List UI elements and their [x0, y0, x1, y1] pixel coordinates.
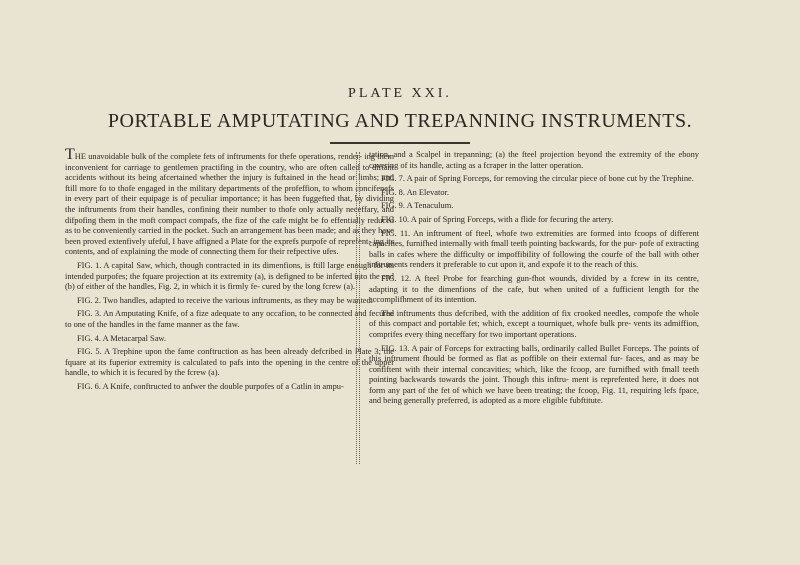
fig-5-paragraph: FIG. 5. A Trephine upon the fame conftruction as has been already defcribed in Plate 3; the fquare at its fuperior extremity is calculated to pafs into the opening in the centre of the upper handle, to which it is fecured by the fcrew (a).	[65, 347, 394, 378]
fig-2-paragraph: FIG. 2. Two handles, adapted to receive the various inftruments, as they may be wanted.	[77, 295, 373, 305]
summary-paragraph: The inftruments thus defcribed, with the addition of fix crooked needles, compofe the whole of this compact and portable fet; which, except a tourniquet, whofe bulk pre- vents its admiffion, comprifes every thing neceffary for two important operations.	[369, 308, 699, 339]
drop-cap: T	[65, 146, 75, 163]
column-divider-inner	[359, 152, 360, 464]
intro-text: HE unavoidable bulk of the complete fets of inftruments for thefe operations, render- ing them inconvenient for carriage to gentlemen practifing in the country, who are often called to diftant accidents without its being afcertained whether the injury is fuftained in the head or limbs; and ftill more fo to thofe engaged in the military departments of the profeffion, to whom concifenefs in every part of their equipage is of peculiar importance; it has been fuggefted that, by dividing the inftruments from their handles, confining their number to thofe only actually neceffary, and difpofing them in the moft compact compafs, the fize of the cafe might be fo effentially reduced as to be conveniently carried in the pocket. Such an arrangement has been made; and as they have been proved extenfively ufeful, I have affigned a Plate for the exprefs purpofe of reprefent- ing its contents, and of explaining the mode of connecting them for their refpective ufes.	[65, 152, 394, 257]
fig-4-paragraph: FIG. 4. A Metacarpal Saw.	[77, 333, 167, 343]
fig-11-paragraph: FIG. 11. An inftrument of fteel, whofe two extremities are formed into fcoops of different capacities, furnifhed internally with fmall teeth pointing backwards, for the pur- pofe of extracting balls in cafes where the difficulty or impoffibility of following the courfe of the ball with other inftruments renders it preferable to cut upon it, and expofe it to the reach of this.	[369, 228, 699, 270]
page-title: PORTABLE AMPUTATING AND TREPANNING INSTRUMENTS.	[107, 110, 693, 132]
plate-number: PLATE XXI.	[348, 86, 452, 101]
fig-8-paragraph: FIG. 8. An Elevator.	[381, 187, 449, 197]
column-divider	[356, 152, 357, 464]
fig-3-paragraph: FIG. 3. An Amputating Knife, of a fize adequate to any occafion, to be connected and fecured to one of the handles in the fame manner as the faw.	[65, 309, 394, 329]
fig-10-paragraph: FIG. 10. A pair of Spring Forceps, with a flide for fecuring the artery.	[381, 214, 614, 224]
intro-paragraph	[65, 146, 394, 258]
left-column	[65, 146, 394, 395]
right-column	[369, 150, 699, 410]
fig-13-paragraph: FIG. 13. A pair of Forceps for extracting balls, ordinarily called Bullet Forceps. The points of this inftrument fhould be formed as flat as poffible on their external fur- faces, and as may be confiftent with their internal concavities; which, like the fcoop, are furnifhed with fmall teeth pointing backwards towards the joint. Though this inftru- ment is reprefented here, it does not form any part of the fet of which we have been treating; the fcoop, Fig. 11, requiring lefs fpace, and being generally preferred, is adopted as a more eligible fubftitute.	[369, 343, 699, 406]
title-rule	[330, 142, 470, 144]
fig-7-paragraph: FIG. 7. A pair of Spring Forceps, for removing the circular piece of bone cut by the Trephine.	[381, 174, 694, 184]
fig-1-paragraph: FIG. 1. A capital Saw, which, though contracted in its dimenfions, is ftill large enough for its intended purpofes; the fquare projection at its extremity (a), is defigned to be inferted into the end (b) of either of the handles, Fig. 2, in which it is firmly fe- cured by the long fcrew (a).	[65, 260, 394, 292]
fig-12-paragraph: FIG. 12. A fteel Probe for fearching gun-fhot wounds, divided by a fcrew in its centre, adapting it to the dimenfions of the cafe, but when united of a fufficient length for the accomplifhment of its intention.	[369, 273, 699, 305]
fig-9-paragraph: FIG. 9. A Tenaculum.	[381, 201, 454, 211]
fig-6-continued: tation, and a Scalpel in trepanning; (a) the fteel projection beyond the extremity of the ebony covering of its handle, acting as a fcraper in the latter operation.	[369, 150, 699, 170]
fig-6-paragraph: FIG. 6. A Knife, conftructed to anfwer the double purpofes of a Catlin in ampu-	[77, 381, 344, 391]
